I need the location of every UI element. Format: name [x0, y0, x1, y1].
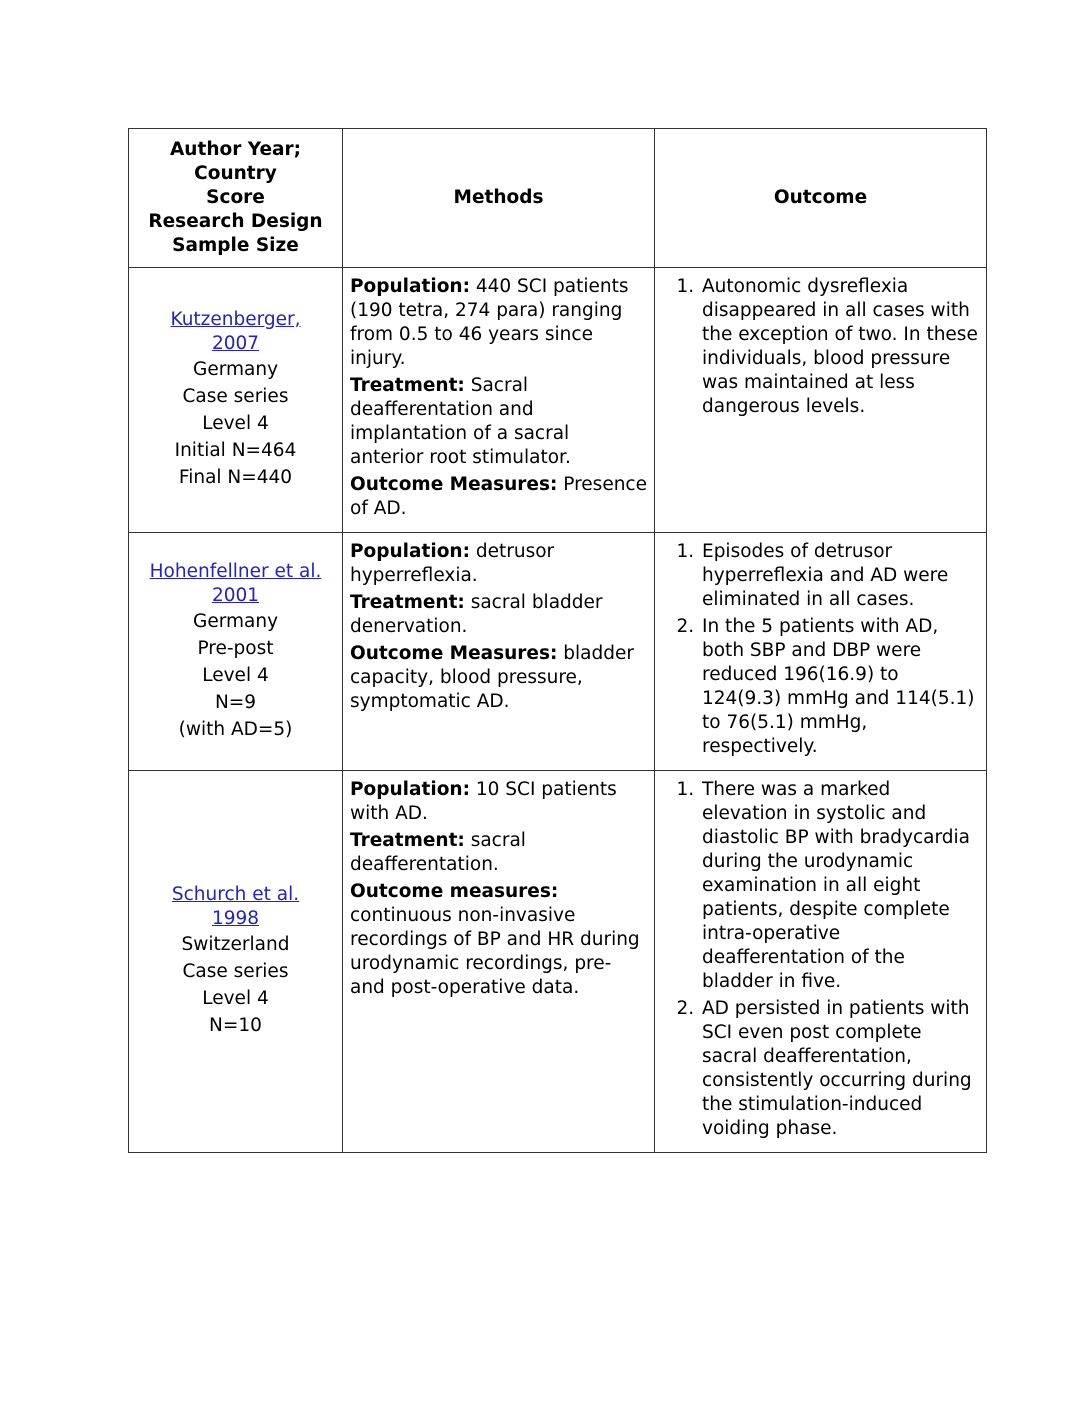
outcome-cell — [655, 268, 987, 533]
table-row — [129, 771, 987, 1153]
methods-cell — [343, 268, 655, 533]
score: Level 4 — [202, 664, 269, 686]
study-link[interactable] — [136, 560, 335, 608]
methods-population — [350, 275, 647, 371]
methods-text: 10 SCI patients with AD. — [350, 779, 617, 824]
score: Level 4 — [202, 413, 269, 434]
methods-label: Population: — [350, 779, 470, 800]
outcome-item: 2. AD persisted in patients with SCI even post complete sacral deafferentation, consistently occurring during the stimulation-induced voiding phase. — [700, 997, 979, 1141]
header-line: Score — [206, 186, 265, 208]
study-link-line: 2001 — [211, 584, 260, 606]
header-row — [129, 129, 987, 268]
methods-cell — [343, 771, 655, 1153]
table-row — [129, 533, 987, 771]
methods-outcome-measures — [350, 473, 647, 521]
research-design: Pre-post — [197, 637, 274, 659]
methods-outcome-measures — [350, 880, 647, 1000]
study-link[interactable] — [136, 308, 335, 356]
study-link[interactable] — [136, 883, 335, 931]
outcome-list — [662, 778, 979, 1141]
methods-text: bladder capacity, blood pressure, symptomatic AD. — [350, 643, 634, 712]
score: Level 4 — [202, 988, 269, 1009]
country: Switzerland — [181, 934, 290, 955]
header-line: Author Year; — [169, 138, 302, 160]
header-line: Research Design — [148, 210, 323, 232]
header-outcome: Outcome — [655, 129, 987, 268]
country: Germany — [192, 610, 279, 632]
sample-size: (with AD=5) — [178, 718, 293, 740]
table-row — [129, 268, 987, 533]
methods-label: Treatment: — [350, 375, 465, 396]
study-link-line: Kutzenberger, — [170, 309, 301, 330]
methods-text: detrusor hyperreflexia. — [350, 541, 555, 586]
methods-cell — [343, 533, 655, 771]
sample-size: Final N=440 — [178, 467, 293, 488]
sample-size: N=9 — [214, 691, 257, 713]
country: Germany — [192, 359, 279, 380]
sample-size: N=10 — [209, 1015, 262, 1036]
outcome-item: 1. Autonomic dysreflexia disappeared in all cases with the exception of two. In these individuals, blood pressure was maintained at less dangerous levels. — [700, 275, 979, 419]
outcome-item: 1. There was a marked elevation in systolic and diastolic BP with bradycardia during the urodynamic examination in all eight patients, despite complete intra-operative deafferentation of the bladder in five. — [700, 778, 979, 994]
research-design: Case series — [182, 386, 289, 407]
methods-label: Outcome Measures: — [350, 474, 558, 495]
study-link-line: 1998 — [211, 908, 260, 929]
sample-size: Initial N=464 — [174, 440, 297, 461]
outcome-cell — [655, 533, 987, 771]
methods-text: sacral bladder denervation. — [350, 592, 603, 637]
header-line: Country — [194, 162, 277, 184]
methods-population — [350, 540, 647, 588]
outcome-item: 1. Episodes of detrusor hyperreflexia and AD were eliminated in all cases. — [700, 540, 979, 612]
study-link-line: Schurch et al. — [171, 884, 300, 905]
research-design: Case series — [182, 961, 289, 982]
methods-text: Sacral deafferentation and implantation of a sacral anterior root stimulator. — [350, 375, 571, 468]
methods-text: Presence of AD. — [350, 474, 647, 519]
header-study — [129, 129, 343, 268]
header-methods: Methods — [343, 129, 655, 268]
methods-text: sacral deafferentation. — [350, 830, 526, 875]
study-cell — [129, 771, 343, 1153]
study-cell — [129, 533, 343, 771]
outcome-cell — [655, 771, 987, 1153]
study-link-line: 2007 — [211, 333, 260, 354]
study-link-line: Hohenfellner et al. — [149, 560, 322, 582]
outcome-item: 2. In the 5 patients with AD, both SBP and DBP were reduced 196(16.9) to 124(9.3) mmHg and 114(5.1) to 76(5.1) mmHg, respectively. — [700, 615, 979, 759]
methods-treatment — [350, 591, 647, 639]
study-cell — [129, 268, 343, 533]
outcome-list — [662, 275, 979, 419]
methods-label: Outcome Measures: — [350, 643, 558, 664]
methods-label: Treatment: — [350, 830, 465, 851]
header-line: Sample Size — [172, 234, 299, 256]
methods-treatment — [350, 829, 647, 877]
evidence-table — [128, 128, 987, 1153]
methods-label: Population: — [350, 541, 470, 562]
methods-text: continuous non-invasive recordings of BP and HR during urodynamic recordings, pre- and post-operative data. — [350, 905, 640, 998]
methods-treatment — [350, 374, 647, 470]
methods-label: Population: — [350, 276, 470, 297]
methods-population — [350, 778, 647, 826]
methods-outcome-measures — [350, 642, 647, 714]
outcome-list — [662, 540, 979, 759]
methods-label: Treatment: — [350, 592, 465, 613]
methods-text: 440 SCI patients (190 tetra, 274 para) ranging from 0.5 to 46 years since injury. — [350, 276, 629, 369]
methods-label: Outcome measures: — [350, 881, 559, 902]
